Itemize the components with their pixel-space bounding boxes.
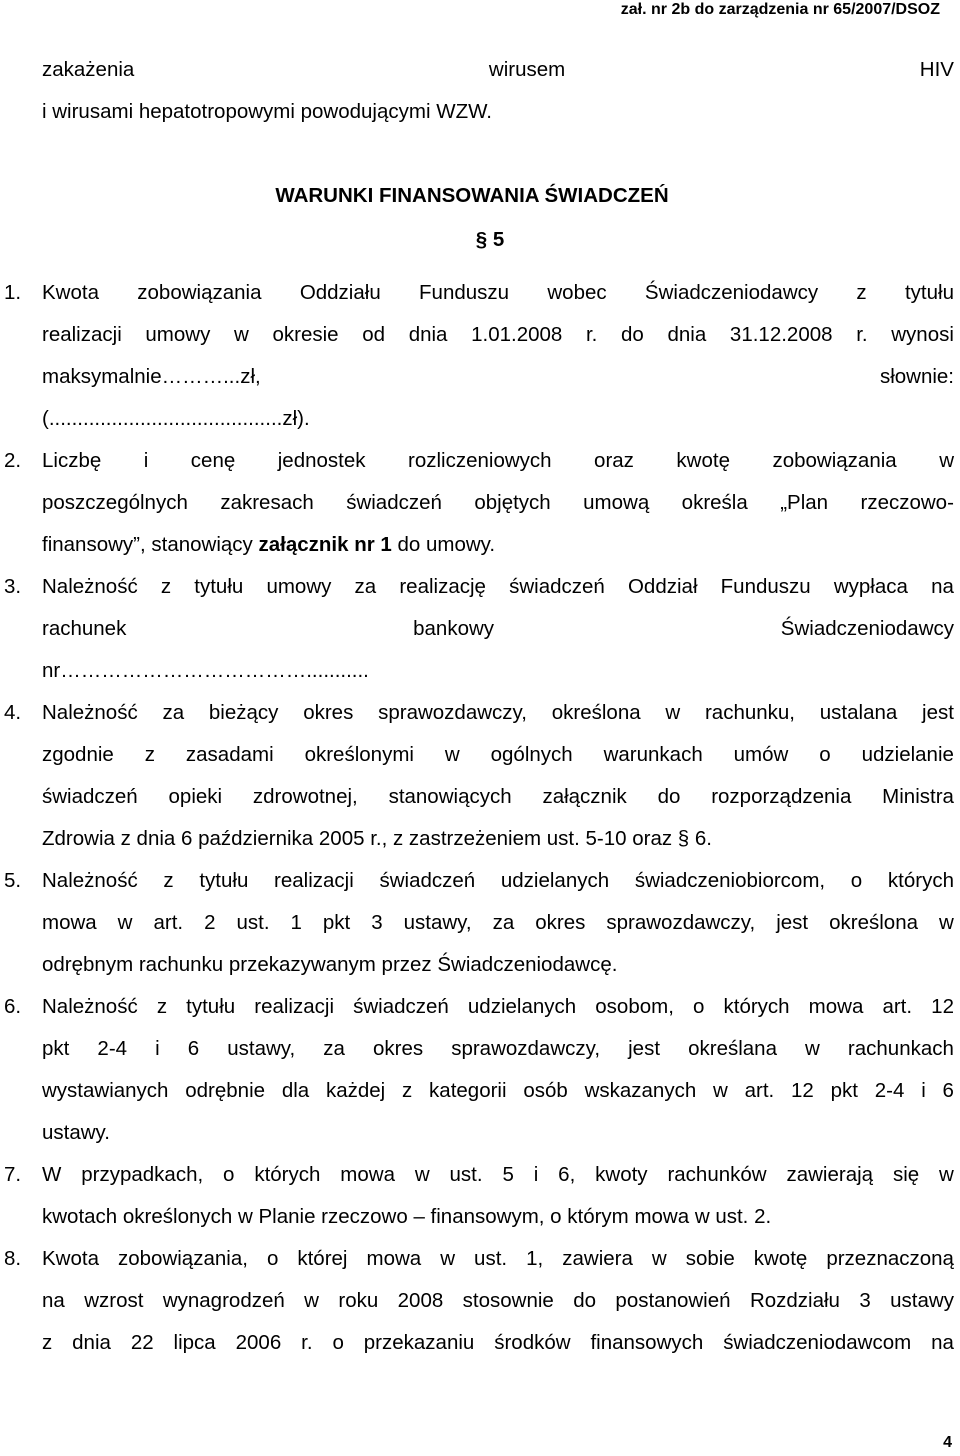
item-6-line-4: ustawy. <box>42 1121 110 1144</box>
word: na <box>931 575 954 598</box>
word: przypadkach, <box>81 1163 204 1186</box>
word: 2-4 <box>97 1037 128 1060</box>
word: w <box>117 911 133 934</box>
word: 2006 <box>235 1331 282 1354</box>
word: do <box>621 323 644 346</box>
word: zawierają <box>786 1163 874 1186</box>
word: za <box>162 701 185 724</box>
word: w <box>938 911 954 934</box>
word: dla <box>281 1079 310 1102</box>
word: do <box>657 785 681 808</box>
word: mowa <box>366 1247 422 1270</box>
item-3-line-2 <box>42 616 954 642</box>
word: Oddział <box>627 575 698 598</box>
word: o <box>819 743 831 766</box>
word: pkt <box>830 1079 858 1102</box>
word: na <box>931 1331 954 1354</box>
item-4-line-3 <box>42 784 954 810</box>
word: opieki <box>168 785 223 808</box>
word: r. <box>301 1331 313 1354</box>
word: się <box>892 1163 920 1186</box>
item-5-line-1 <box>42 868 954 894</box>
word: w <box>304 1289 319 1312</box>
word: oraz <box>594 449 634 472</box>
word: i <box>155 1037 160 1060</box>
word: wzrost <box>84 1289 144 1312</box>
word: ust. <box>449 1163 483 1186</box>
item-1-line-1 <box>42 280 954 306</box>
word: z <box>144 743 155 766</box>
amount-words-label: słownie: <box>879 365 954 388</box>
item-8-line-1 <box>42 1246 954 1272</box>
word: zgodnie <box>42 743 114 766</box>
word: kwoty <box>595 1163 648 1186</box>
word: lipca <box>173 1331 216 1354</box>
word: mowa <box>340 1163 395 1186</box>
word: udzielanych <box>467 995 577 1018</box>
word: których <box>887 869 954 892</box>
word: ust. <box>474 1247 508 1270</box>
word: każdej <box>325 1079 386 1102</box>
word: rzeczowo- <box>860 491 954 514</box>
word: rachunków <box>667 1163 767 1186</box>
word: wobec <box>547 281 607 304</box>
word: świadczeniodawcom <box>723 1331 912 1354</box>
item-6-line-1 <box>42 994 954 1020</box>
word: przekazaniu <box>363 1331 475 1354</box>
word: zakażenia <box>42 58 135 81</box>
word: 12 <box>931 995 954 1018</box>
word: w <box>651 1247 667 1270</box>
word: tytułu <box>199 869 249 892</box>
word: 22 <box>130 1331 154 1354</box>
item-5-line-3: odrębnym rachunku przekazywanym przez Świadczeniodawcę. <box>42 953 618 976</box>
word: o <box>693 995 705 1018</box>
word: 3 <box>859 1289 871 1312</box>
word: w <box>665 701 681 724</box>
word: do <box>573 1289 597 1312</box>
word: wskazanych <box>584 1079 697 1102</box>
word: za <box>323 1037 345 1060</box>
word: w <box>805 1037 820 1060</box>
word: Oddziału <box>299 281 381 304</box>
word: rachunku, <box>704 701 795 724</box>
word: świadczeń <box>509 575 605 598</box>
word: świadczeń <box>379 869 476 892</box>
word: wynosi <box>891 323 954 346</box>
word: z <box>163 869 174 892</box>
item-4-line-2 <box>42 742 954 768</box>
item-number: 6. <box>4 995 22 1018</box>
word: tytułu <box>186 995 236 1018</box>
word: W <box>42 1163 62 1186</box>
item-6-line-3 <box>42 1078 954 1104</box>
word: r. <box>585 323 598 346</box>
word: określa <box>681 491 748 514</box>
item-number: 1. <box>4 281 22 304</box>
text: do umowy. <box>391 533 496 556</box>
word: 6 <box>942 1079 954 1102</box>
word: których <box>723 995 790 1018</box>
word: bieżący <box>208 701 279 724</box>
item-4-line-4: Zdrowia z dnia 6 października 2005 r., z zastrzeżeniem ust. 5-10 oraz § 6. <box>42 827 713 850</box>
word: odrębnie <box>185 1079 266 1102</box>
item-8-line-2 <box>42 1288 954 1314</box>
word: ust. <box>236 911 270 934</box>
word: przeznaczoną <box>826 1247 954 1270</box>
word: z <box>42 1331 53 1354</box>
word: mowa <box>808 995 864 1018</box>
attachment-note: zał. nr 2b do zarządzenia nr 65/2007/DSOZ <box>620 1 940 18</box>
word: 2 <box>204 911 216 934</box>
word: Kwota <box>42 1247 99 1270</box>
word: wypłaca <box>833 575 908 598</box>
word: 31.12.2008 <box>729 323 833 346</box>
amount-blank: maksymalnie………...zł, <box>42 365 261 388</box>
item-4-line-1 <box>42 700 954 726</box>
word: w <box>234 323 249 346</box>
item-number: 3. <box>4 575 22 598</box>
word: jednostek <box>277 449 366 472</box>
text: finansowy”, stanowiący <box>42 533 259 556</box>
word: 5 <box>502 1163 514 1186</box>
intro-line-2: i wirusami hepatotropowymi powodującymi WZW. <box>42 100 492 123</box>
word: za <box>354 575 377 598</box>
item-number: 5. <box>4 869 22 892</box>
word: dnia <box>667 323 707 346</box>
word: HIV <box>919 58 954 81</box>
word: zawiera <box>562 1247 633 1270</box>
item-1-line-3 <box>42 364 954 390</box>
word: Funduszu <box>720 575 811 598</box>
word: 2008 <box>397 1289 444 1312</box>
word: świadczeń <box>346 491 442 514</box>
word: rozliczeniowych <box>408 449 552 472</box>
word: umową <box>583 491 650 514</box>
word: ustawy, <box>227 1037 296 1060</box>
word: realizację <box>399 575 486 598</box>
word: warunkach <box>603 743 703 766</box>
word: zdrowotnej, <box>252 785 358 808</box>
word: określonymi <box>304 743 414 766</box>
word: o <box>266 1247 279 1270</box>
word: stanowiących <box>388 785 512 808</box>
word: ustawy <box>890 1289 954 1312</box>
item-number: 7. <box>4 1163 22 1186</box>
word: o <box>332 1331 344 1354</box>
word: realizacji <box>42 323 122 346</box>
word: 1 <box>290 911 302 934</box>
word: sobie <box>685 1247 735 1270</box>
word: okres <box>535 911 586 934</box>
word: ustalana <box>819 701 898 724</box>
word: Ministra <box>882 785 954 808</box>
word: Funduszu <box>419 281 510 304</box>
word: tytułu <box>904 281 954 304</box>
word: określona <box>829 911 918 934</box>
word: pkt <box>322 911 351 934</box>
word: Należność <box>42 869 138 892</box>
word: świadczeń <box>353 995 449 1018</box>
word: umów <box>733 743 789 766</box>
word: realizacji <box>274 869 354 892</box>
item-2-line-3 <box>42 532 954 558</box>
word: wynagrodzeń <box>162 1289 285 1312</box>
item-3-line-1 <box>42 574 954 600</box>
word: roku <box>338 1289 379 1312</box>
word: świadczeniobiorcom, <box>634 869 826 892</box>
word: rozporządzenia <box>711 785 852 808</box>
word: zasadami <box>185 743 274 766</box>
word: stosownie <box>462 1289 554 1312</box>
item-6-line-2 <box>42 1036 954 1062</box>
word: 1.01.2008 <box>471 323 563 346</box>
item-5-line-2 <box>42 910 954 936</box>
word: i <box>921 1079 926 1102</box>
word: finansowych <box>590 1331 704 1354</box>
word: w <box>444 743 460 766</box>
word: zakresach <box>220 491 314 514</box>
word: objętych <box>474 491 551 514</box>
word: sprawozdawczy, <box>378 701 527 724</box>
word: ustawy, <box>403 911 472 934</box>
word: określona <box>551 701 641 724</box>
word: w <box>713 1079 728 1102</box>
word: pkt <box>42 1037 70 1060</box>
word: Kwota <box>42 281 99 304</box>
word: umowy <box>145 323 211 346</box>
item-2-line-1 <box>42 448 954 474</box>
word: od <box>362 323 386 346</box>
word: której <box>297 1247 348 1270</box>
word: kwotę <box>753 1247 808 1270</box>
word: 2-4 <box>874 1079 905 1102</box>
word: kwotę <box>676 449 730 472</box>
word: rachunek <box>42 617 127 640</box>
word: sprawozdawczy, <box>451 1037 601 1060</box>
word: rachunkach <box>847 1037 954 1060</box>
item-1-line-2 <box>42 322 954 348</box>
word: i <box>533 1163 539 1186</box>
item-8-line-3 <box>42 1330 954 1356</box>
word: osób <box>523 1079 568 1102</box>
word: z <box>156 995 168 1018</box>
word: „Plan <box>780 491 829 514</box>
word: dnia <box>408 323 448 346</box>
word: środków <box>494 1331 571 1354</box>
intro-line-1 <box>42 57 954 83</box>
word: określana <box>688 1037 777 1060</box>
word: wirusem <box>488 58 566 81</box>
item-3-line-3: nr………………………………........... <box>42 659 369 682</box>
word: w <box>414 1163 430 1186</box>
word: postanowień <box>615 1289 731 1312</box>
word: kategorii <box>429 1079 507 1102</box>
word: o <box>850 869 863 892</box>
item-1-line-4: (.........................................zł). <box>42 407 310 430</box>
word: wystawianych <box>42 1079 169 1102</box>
word: i <box>143 449 149 472</box>
item-number: 4. <box>4 701 22 724</box>
section-title: WARUNKI FINANSOWANIA ŚWIADCZEŃ <box>275 184 669 207</box>
word: 1, <box>526 1247 544 1270</box>
word: cenę <box>190 449 236 472</box>
word: Świadczeniodawcy <box>780 617 954 640</box>
word: za <box>492 911 515 934</box>
word: realizacji <box>254 995 334 1018</box>
word: w <box>939 1163 954 1186</box>
word: w <box>939 449 954 472</box>
word: Należność <box>42 701 138 724</box>
word: bankowy <box>413 617 495 640</box>
word: sprawozdawczy, <box>606 911 756 934</box>
word: których <box>254 1163 321 1186</box>
word: zobowiązania, <box>118 1247 248 1270</box>
word: umowy <box>266 575 332 598</box>
item-2-line-2 <box>42 490 954 516</box>
word: mowa <box>42 911 97 934</box>
word: dnia <box>72 1331 111 1354</box>
paragraph-number: § 5 <box>475 228 505 251</box>
word: Należność <box>42 575 138 598</box>
attachment-reference: załącznik nr 1 <box>258 533 392 556</box>
word: r. <box>856 323 868 346</box>
word: okres <box>303 701 354 724</box>
word: art. <box>153 911 184 934</box>
item-7-line-2: kwotach określonych w Planie rzeczowo – finansowym, o którym mowa w ust. 2. <box>42 1205 772 1228</box>
word: o <box>223 1163 235 1186</box>
page-number: 4 <box>943 1434 952 1451</box>
word: 3 <box>371 911 383 934</box>
word: art. <box>882 995 913 1018</box>
word: udzielanie <box>861 743 954 766</box>
word: ogólnych <box>490 743 573 766</box>
word: Rozdziału <box>749 1289 840 1312</box>
item-7-line-1 <box>42 1162 954 1188</box>
word: zobowiązania <box>772 449 897 472</box>
word: 12 <box>791 1079 814 1102</box>
word: świadczeń <box>42 785 138 808</box>
word: jest <box>922 701 954 724</box>
word: Świadczeniodawcy <box>644 281 819 304</box>
word: okres <box>372 1037 424 1060</box>
item-number: 2. <box>4 449 22 472</box>
word: 6, <box>558 1163 576 1186</box>
word: poszczególnych <box>42 491 188 514</box>
word: z <box>856 281 867 304</box>
word: okresie <box>272 323 339 346</box>
item-number: 8. <box>4 1247 22 1270</box>
word: zobowiązania <box>137 281 262 304</box>
word: udzielanych <box>500 869 610 892</box>
word: osobom, <box>595 995 674 1018</box>
word: załącznik <box>542 785 627 808</box>
word: na <box>42 1289 65 1312</box>
word: Należność <box>42 995 138 1018</box>
word: z <box>160 575 172 598</box>
word: w <box>440 1247 456 1270</box>
word: 6 <box>187 1037 200 1060</box>
word: z <box>402 1079 413 1102</box>
word: Liczbę <box>42 449 102 472</box>
word: jest <box>776 911 809 934</box>
word: art. <box>744 1079 775 1102</box>
word: tytułu <box>194 575 244 598</box>
word: jest <box>628 1037 661 1060</box>
